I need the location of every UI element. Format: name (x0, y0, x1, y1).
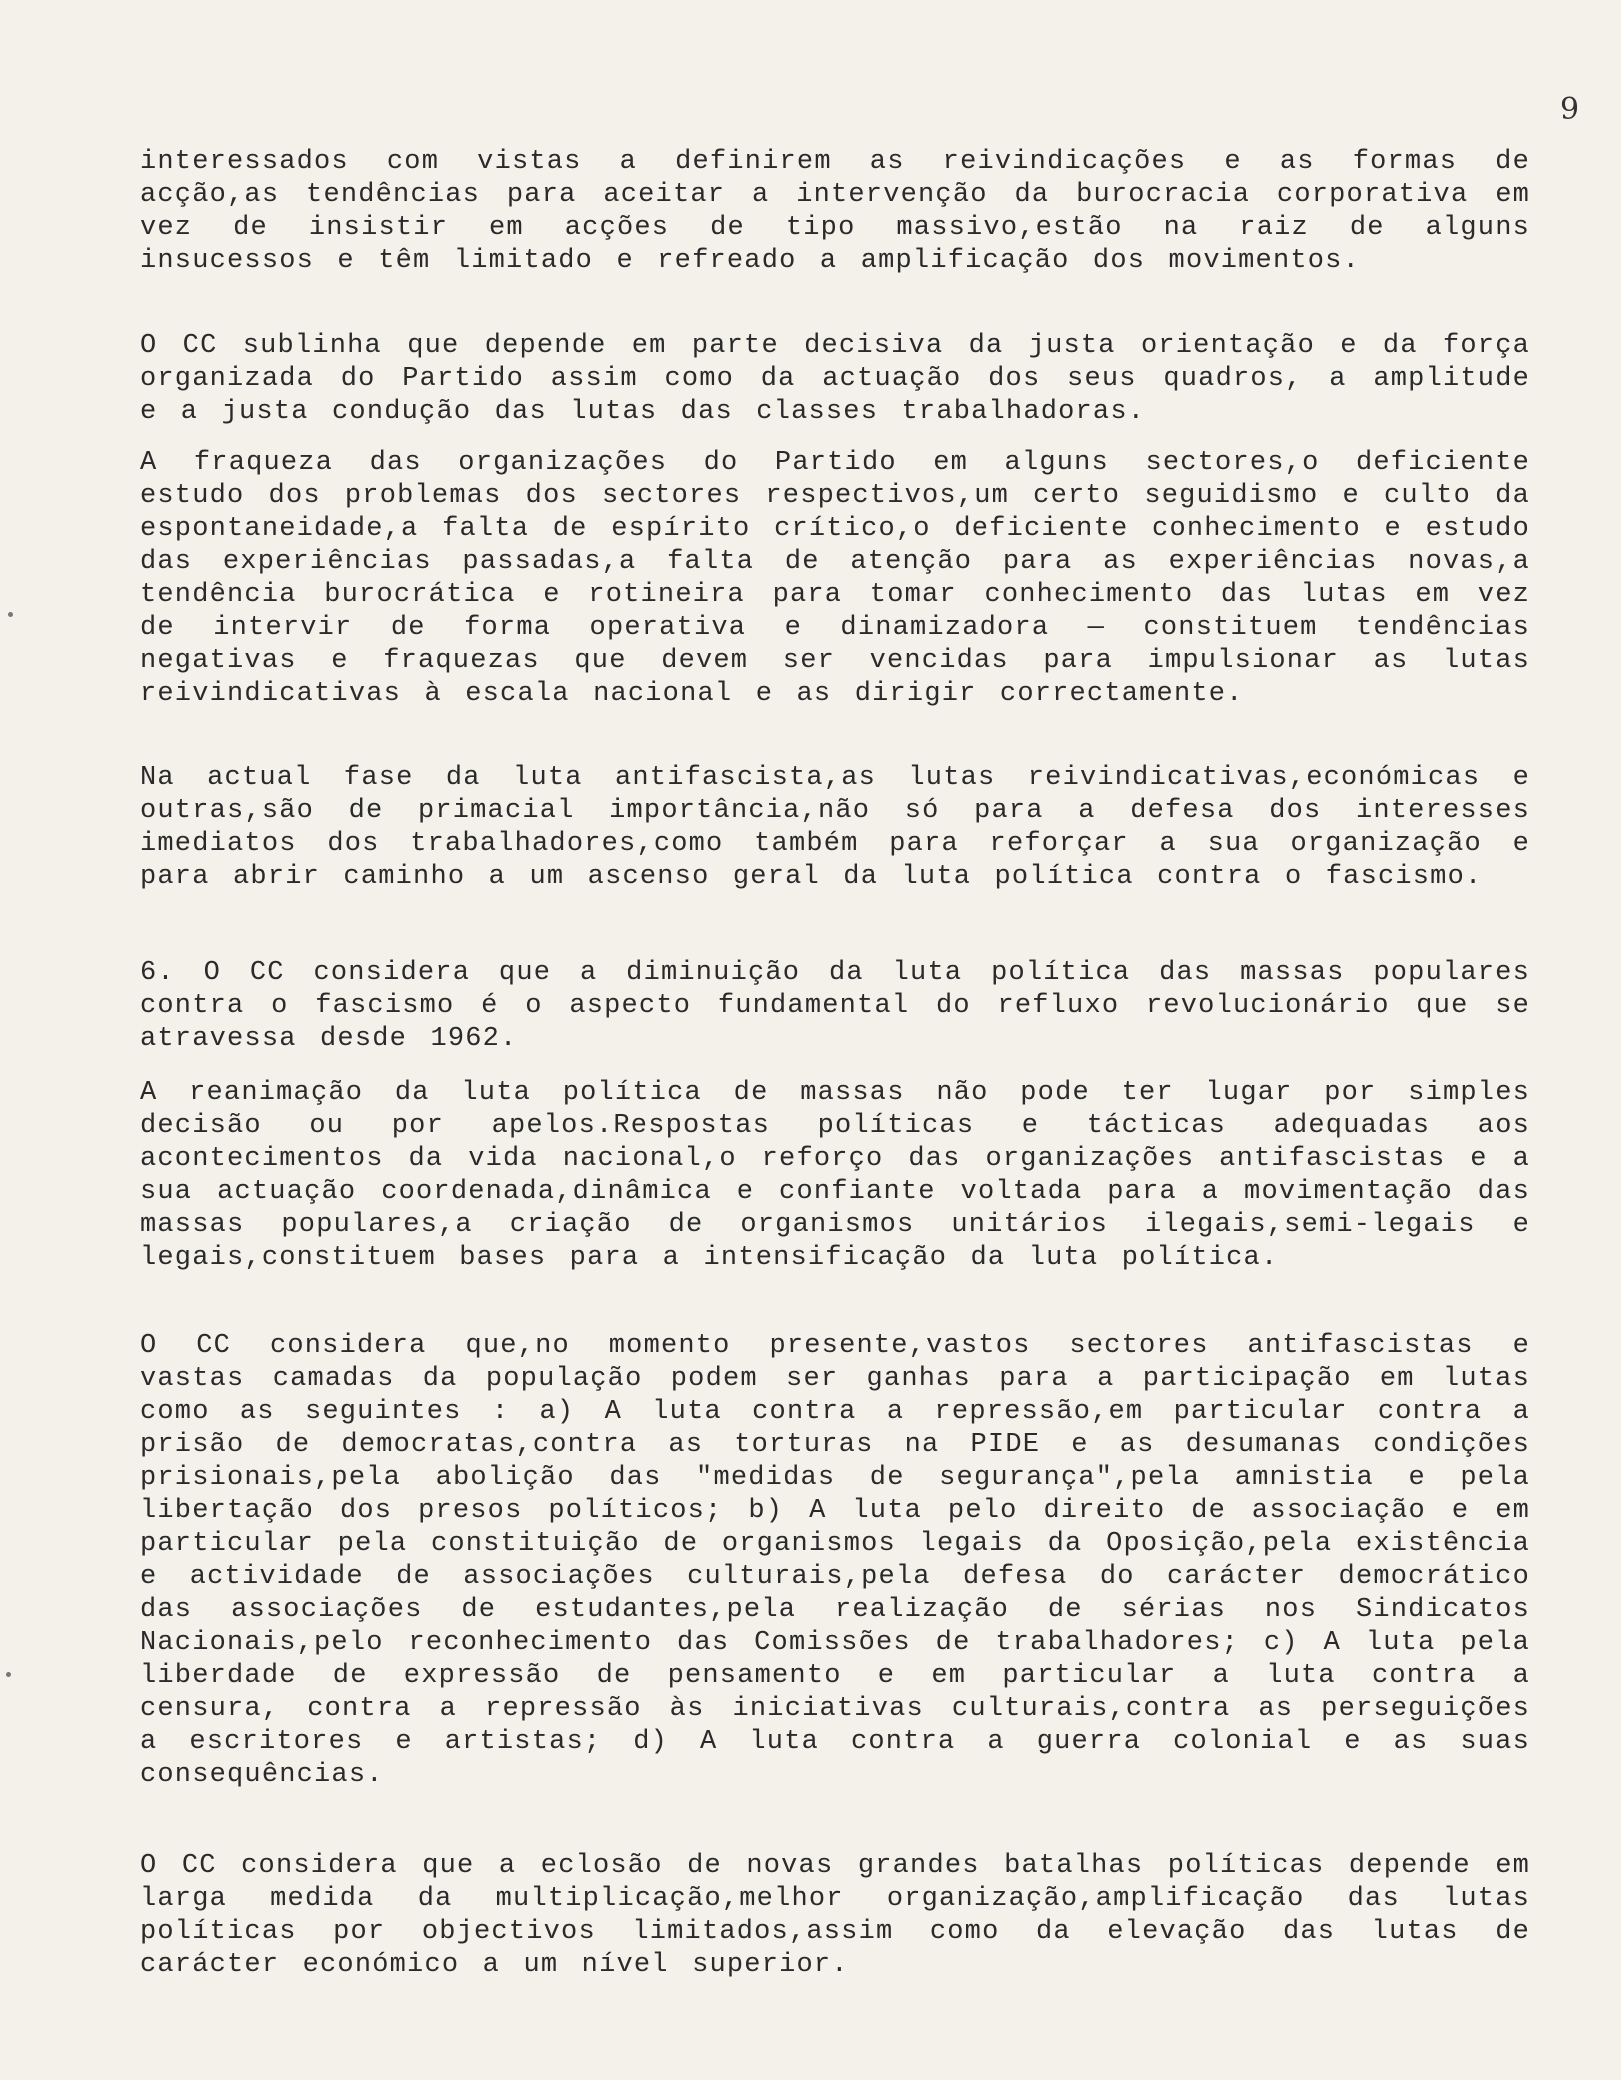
paragraph-text: Na actual fase da luta antifascista,as lutas reivindicativas,económicas e outras,são de primacial importância,não só para a defesa dos interesses imediatos dos trabalhadores,como também para reforçar a sua organização e para abrir caminho a um ascenso geral da luta política contra o fascismo. (140, 763, 1530, 892)
margin-speck (6, 1672, 11, 1677)
paragraph-text: O CC sublinha que depende em parte decisiva da justa orientação e da força organizada do Partido assim como da actuação dos seus quadros, a amplitude e a justa condução das lutas das classes trabalhadoras. (140, 331, 1530, 427)
paragraph-reanimacao (140, 1077, 1530, 1275)
paragraph-actual-fase (140, 762, 1530, 894)
paragraph-text: interessados com vistas a definirem as reivindicações e as formas de acção,as tendências para aceitar a intervenção da burocracia corporativa em vez de insistir em acções de tipo massivo,estão na raiz de alguns insucessos e têm limitado e refreado a amplificação dos movimentos. (140, 147, 1530, 276)
paragraph-text: A fraqueza das organizações do Partido em alguns sectores,o deficiente estudo dos problemas dos sectores respectivos,um certo seguidismo e culto da espontaneidade,a falta de espírito crítico,o deficiente conhecimento e estudo das experiências passadas,a falta de atenção para as experiências novas,a tendência burocrática e rotineira para tomar conhecimento das lutas em vez de intervir de forma operativa e dinamizadora — constituem tendências negativas e fraquezas que devem ser vencidas para impulsionar as lutas reivindicativas à escala nacional e as dirigir correctamente. (140, 448, 1530, 709)
paragraph-reivindicacoes (140, 146, 1530, 278)
paragraph-text: 6. O CC considera que a diminuição da luta política das massas populares contra o fascismo é o aspecto fundamental do refluxo revolucionário que se atravessa desde 1962. (140, 958, 1530, 1054)
paragraph-text: O CC considera que a eclosão de novas grandes batalhas políticas depende em larga medida da multiplicação,melhor organização,amplificação das lutas políticas por objectivos limitados,assim como da elevação das lutas de carácter económico a um nível superior. (140, 1851, 1530, 1980)
paragraph-eclosao (140, 1850, 1530, 1982)
paragraph-fraqueza (140, 447, 1530, 711)
margin-speck (8, 612, 13, 617)
section-6-paragraph (140, 957, 1530, 1056)
paragraph-text: O CC considera que,no momento presente,vastos sectores antifascistas e vastas camadas da população podem ser ganhas para a participação em lutas como as seguintes : a) A luta contra a repressão,em particular contra a prisão de democratas,contra as torturas na PIDE e as desumanas condições prisionais,pela abolição das "medidas de segurança",pela amnistia e pela libertação dos presos políticos; b) A luta pelo direito de associação e em particular pela constituição de organismos legais da Oposição,pela existência e actividade de associações culturais,pela defesa do carácter democrático das associações de estudantes,pela realização de sérias nos Sindicatos Nacionais,pelo reconhecimento das Comissões de trabalhadores; c) A luta pela liberdade de expressão de pensamento e em particular a luta contra a censura, contra a repressão às iniciativas culturais,contra as perseguições a escritores e artistas; d) A luta contra a guerra colonial e as suas consequências. (140, 1331, 1530, 1790)
paragraph-text: A reanimação da luta política de massas não pode ter lugar por simples decisão ou por apelos.Respostas políticas e tácticas adequadas aos acontecimentos da vida nacional,o reforço das organizações antifascistas e a sua actuação coordenada,dinâmica e confiante voltada para a movimentação das massas populares,a criação de organismos unitários ilegais,semi-legais e legais,constituem bases para a intensificação da luta política. (140, 1078, 1530, 1273)
page-number: 9 (1560, 92, 1580, 127)
paragraph-lutas-seguintes (140, 1330, 1530, 1792)
paragraph-cc-sublinha (140, 330, 1530, 429)
